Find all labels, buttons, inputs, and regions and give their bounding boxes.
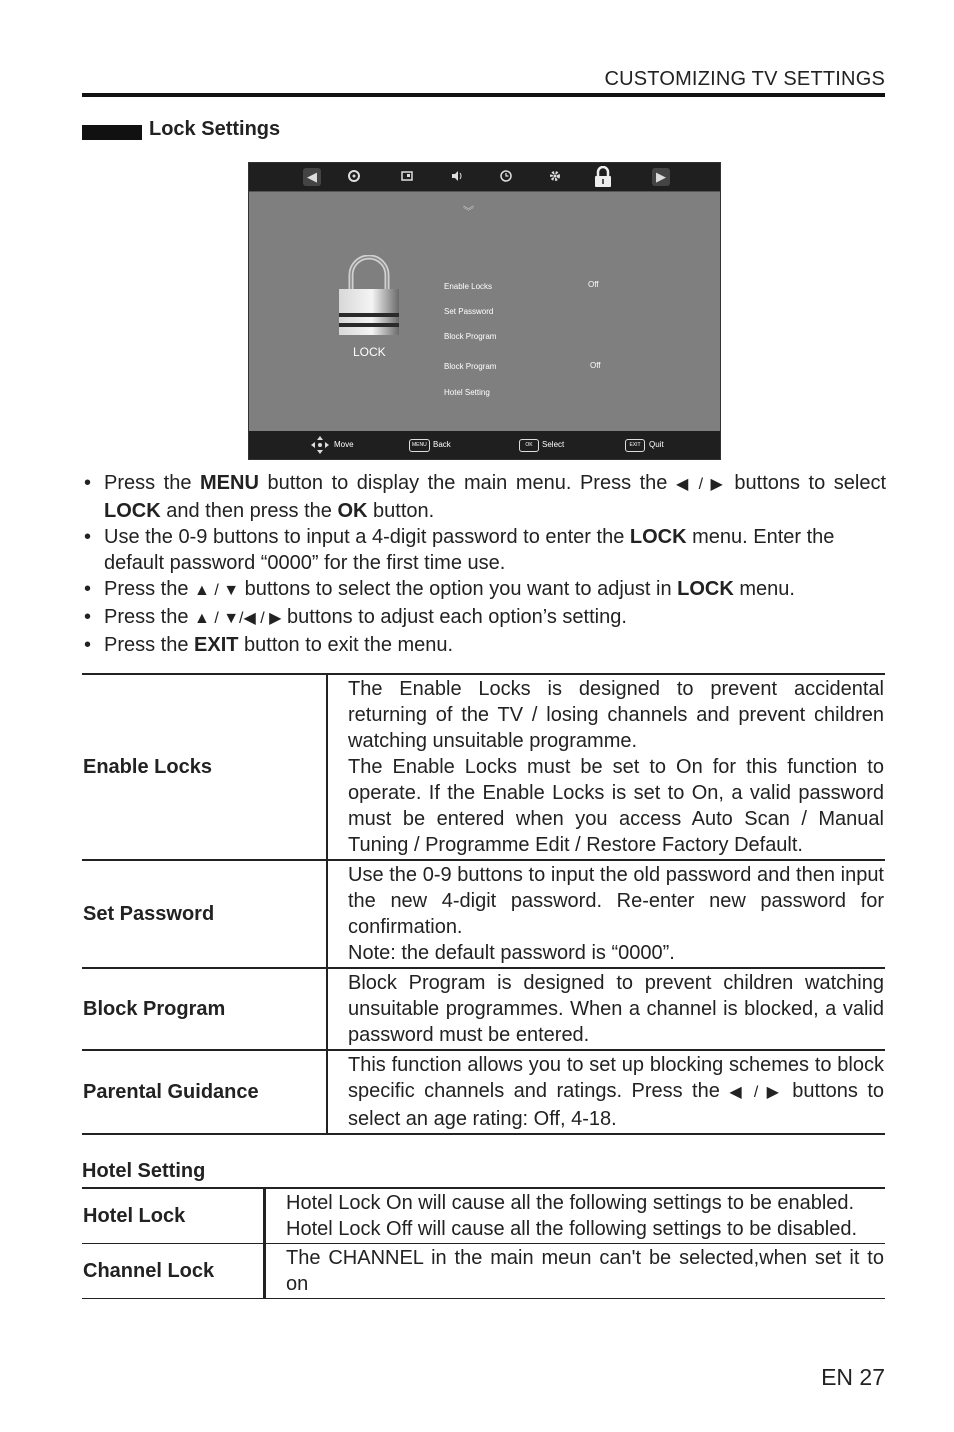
direction-arrows-icon: ▲ / ▼/◀ / ▶ [194,610,282,627]
instruction-item [82,604,886,632]
page-number: EN 27 [821,1364,885,1390]
move-icon [311,436,329,459]
description-paragraph: The CHANNEL in the main meun can't be selected,when set it to on [286,1247,884,1295]
instruction-item [82,470,886,524]
text: This function allows you to set up blocking schemes to block specific channels and ratings. Press the [348,1054,884,1102]
option-label: Hotel Lock [82,1188,265,1244]
description-paragraph: Note: the default password is “0000”. [348,942,675,964]
instruction-item [82,576,886,604]
tv-key-ok: OK [519,439,539,452]
text: Use the 0-9 buttons to input a 4-digit password to enter the [104,526,630,548]
tv-hint-move: Move [334,440,354,449]
option-label: Set Password [82,860,327,968]
tv-key-exit: EXIT [625,439,645,452]
instruction-list [82,470,886,658]
key-name: LOCK [677,578,734,600]
description-paragraph [348,1052,884,1132]
up-down-arrows-icon: ▲ / ▼ [194,582,240,599]
tv-menu-item: Block Program [444,332,497,341]
key-name: EXIT [194,634,239,656]
option-label: Enable Locks [82,674,327,860]
description-paragraph: Hotel Lock On will cause all the following settings to be enabled. [286,1192,855,1214]
tv-key-menu: MENU [409,439,430,452]
option-description [265,1188,886,1244]
left-right-arrows-icon: ◀ / ▶ [675,476,726,493]
picture-icon [399,169,415,185]
description-paragraph: Hotel Lock Off will cause all the following settings to be disabled. [286,1218,858,1240]
clock-icon [498,169,514,185]
option-description [327,674,885,860]
text: menu. [733,578,795,600]
tv-menu-item: Hotel Setting [444,388,490,397]
key-name: LOCK [629,526,687,548]
tv-menu-label: LOCK [353,345,386,359]
large-padlock-icon [337,255,401,342]
option-label: Parental Guidance [82,1050,327,1134]
text: button to exit the menu. [238,634,454,656]
tv-hint-quit: Quit [649,440,664,449]
tv-hint-select: Select [542,440,565,449]
text: button to display the main menu. Press the [258,472,676,494]
text: Press the [104,578,195,600]
option-description [327,968,885,1050]
option-label: Channel Lock [82,1244,265,1299]
key-name: OK [337,500,368,522]
section-title: Lock Settings [149,118,281,140]
key-name: MENU [200,472,259,494]
text: buttons to select the option you want to adjust in [239,578,678,600]
description-paragraph: The Enable Locks is designed to prevent accidental returning of the TV / losing channels and prevent children watching unsuitable programme. [348,678,884,752]
hotel-setting-table [82,1187,885,1299]
description-paragraph: Use the 0-9 buttons to input the old password and then input the new 4-digit password. Re-enter new password for confirmation. [348,864,884,938]
text: Press the [104,472,201,494]
tv-menu-item: Block Program [444,362,497,371]
chevron-down-icon: ︾ [463,206,474,218]
table-row [82,860,885,968]
text: buttons to adjust each option’s setting. [281,606,627,628]
sound-icon [449,169,465,185]
arrow-right-icon: ▶ [652,168,670,186]
tv-menu-item-value: Off [588,280,599,289]
text: and then press the [160,500,338,522]
description-paragraph: The Enable Locks must be set to On for this function to operate. If the Enable Locks is set to On, a valid password must be entered when you access Auto Scan / Manual Tuning / Programme Edit / Restore Factory Default. [348,756,884,856]
option-description [327,860,885,968]
option-label: Block Program [82,968,327,1050]
text: menu. Enter the default password “0000” for the first time use. [104,526,835,574]
table-row [82,1050,885,1134]
instruction-item [82,632,886,658]
text: buttons to select an age rating: Off, 4-18. [348,1080,884,1130]
section-marker [82,125,142,140]
chapter-heading: CUSTOMIZING TV SETTINGS [604,68,885,90]
text: button. [367,500,435,522]
table-row [82,674,885,860]
tv-hint-back: Back [433,440,451,449]
gear-icon [547,169,563,185]
header-rule [82,93,885,97]
left-right-arrows-icon: ◀ / ▶ [729,1084,783,1101]
arrow-left-icon: ◀ [303,168,321,186]
key-name: LOCK [104,500,161,522]
text: Press the [104,634,195,656]
table-row [82,1188,885,1244]
tv-hint-bar [249,431,720,459]
description-paragraph: Block Program is designed to prevent children watching unsuitable programmes. When a channel is blocked, a valid password must be entered. [348,972,884,1046]
lock-options-table [82,673,885,1135]
tv-lock-menu-screenshot [248,162,721,460]
padlock-icon [593,166,609,182]
tv-menu-item-value: Off [590,361,601,370]
table-row [82,968,885,1050]
tv-menu-icon-bar [249,163,720,192]
tv-menu-item: Enable Locks [444,282,493,291]
tv-icon [346,169,362,185]
instruction-item [82,524,886,576]
text: Press the [104,606,195,628]
option-description [265,1244,886,1299]
tv-menu-item: Set Password [444,307,494,316]
table-row [82,1244,885,1299]
option-description [327,1050,885,1134]
hotel-setting-heading: Hotel Setting [82,1160,206,1182]
text: buttons to select [725,472,887,494]
